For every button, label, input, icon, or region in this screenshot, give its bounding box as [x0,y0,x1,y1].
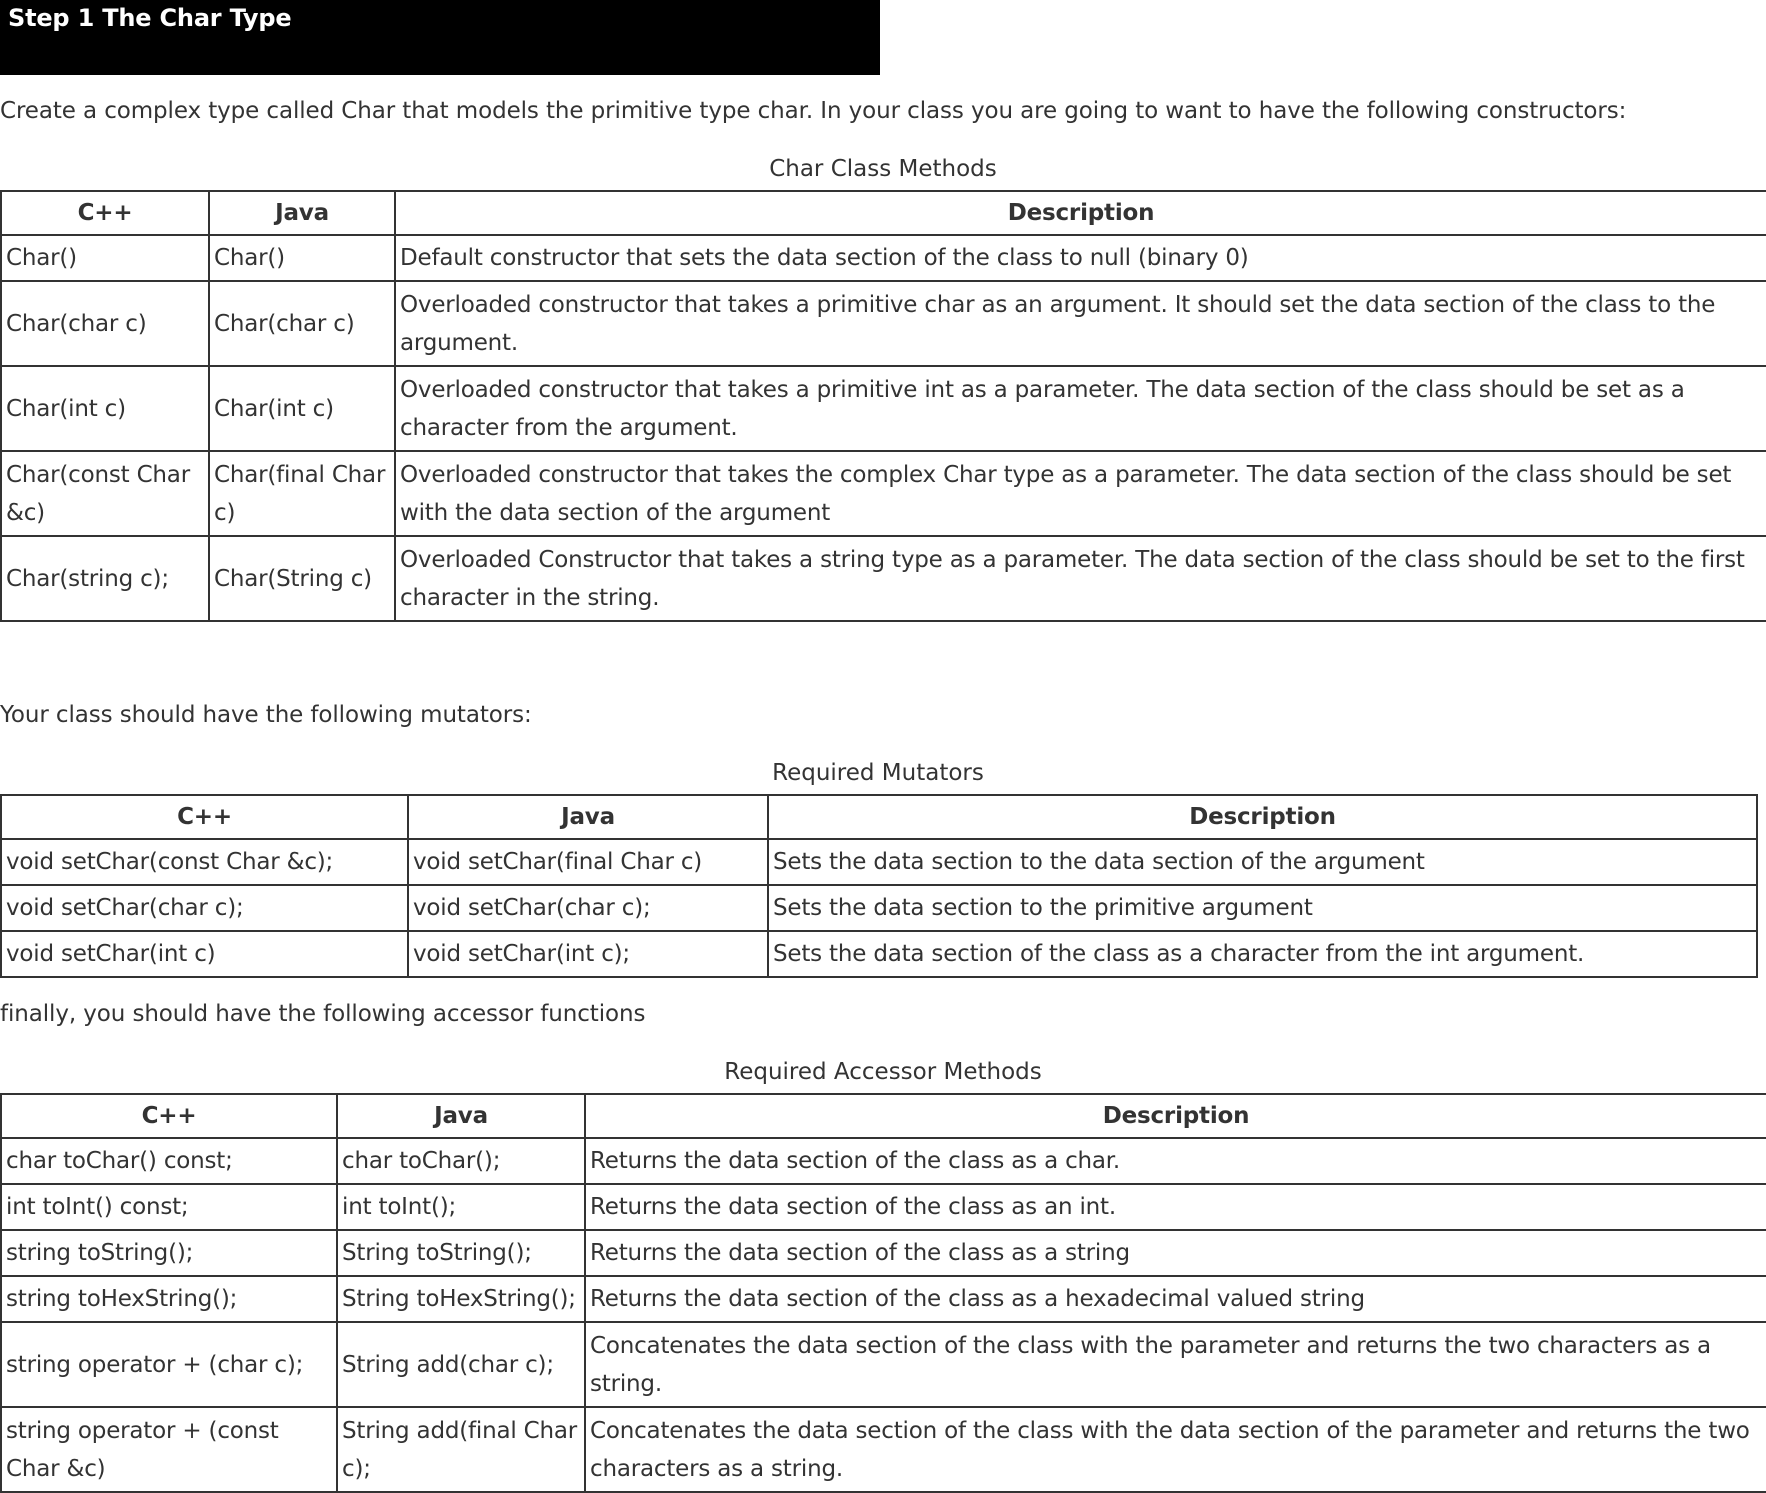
java-cell: Char(int c) [209,366,395,451]
cpp-cell: void setChar(char c); [1,885,408,931]
header-description: Description [768,795,1757,839]
java-cell: void setChar(final Char c) [408,839,768,885]
table-row [1,1322,1766,1407]
description-cell: Sets the data section to the primitive argument [768,885,1757,931]
table-row [1,1407,1766,1492]
table-row [1,1138,1766,1184]
java-cell: Char(final Char c) [209,451,395,536]
description-cell: Sets the data section of the class as a character from the int argument. [768,931,1757,977]
cpp-cell: void setChar(int c) [1,931,408,977]
java-cell: String toString(); [337,1230,585,1276]
header-java: Java [408,795,768,839]
description-cell: Default constructor that sets the data section of the class to null (binary 0) [395,235,1766,281]
header-description: Description [395,191,1766,235]
accessors-table [0,1093,1766,1493]
table-row [1,839,1757,885]
java-cell: Char(char c) [209,281,395,366]
table-row [1,536,1766,621]
cpp-cell: char toChar() const; [1,1138,337,1184]
java-cell: String toHexString(); [337,1276,585,1322]
cpp-cell: Char(char c) [1,281,209,366]
table-row [1,1230,1766,1276]
table-row [1,931,1757,977]
java-cell: char toChar(); [337,1138,585,1184]
java-cell: String add(final Char c); [337,1407,585,1492]
table-row [1,235,1766,281]
java-cell: void setChar(char c); [408,885,768,931]
header-java: Java [337,1094,585,1138]
step-title: Step 1 The Char Type [8,4,292,32]
description-cell: Returns the data section of the class as a string [585,1230,1766,1276]
description-cell: Concatenates the data section of the class with the parameter and returns the two characters as a string. [585,1322,1766,1407]
table-row [1,1184,1766,1230]
table-header-row [1,191,1766,235]
description-cell: Returns the data section of the class as an int. [585,1184,1766,1230]
constructors-table [0,190,1766,622]
header-cpp: C++ [1,795,408,839]
description-cell: Returns the data section of the class as a hexadecimal valued string [585,1276,1766,1322]
intro-paragraph: Create a complex type called Char that models the primitive type char. In your class you are going to want to have the following constructors: [0,98,1627,124]
step-banner [0,0,880,75]
java-cell: int toInt(); [337,1184,585,1230]
header-description: Description [585,1094,1766,1138]
cpp-cell: Char(string c); [1,536,209,621]
java-cell: Char(String c) [209,536,395,621]
cpp-cell: string operator + (const Char &c) [1,1407,337,1492]
cpp-cell: string toHexString(); [1,1276,337,1322]
cpp-cell: string toString(); [1,1230,337,1276]
description-cell: Returns the data section of the class as a char. [585,1138,1766,1184]
mutators-table [0,794,1758,978]
table-row [1,366,1766,451]
constructors-caption: Char Class Methods [769,156,997,182]
cpp-cell: Char(int c) [1,366,209,451]
table-row [1,1276,1766,1322]
cpp-cell: Char() [1,235,209,281]
header-java: Java [209,191,395,235]
accessors-intro: finally, you should have the following accessor functions [0,1001,646,1027]
header-cpp: C++ [1,1094,337,1138]
description-cell: Concatenates the data section of the class with the data section of the parameter and returns the two characters as a string. [585,1407,1766,1492]
java-cell: void setChar(int c); [408,931,768,977]
header-cpp: C++ [1,191,209,235]
description-cell: Overloaded constructor that takes a primitive char as an argument. It should set the data section of the class to the argument. [395,281,1766,366]
cpp-cell: int toInt() const; [1,1184,337,1230]
description-cell: Sets the data section to the data section of the argument [768,839,1757,885]
cpp-cell: string operator + (char c); [1,1322,337,1407]
table-header-row [1,795,1757,839]
description-cell: Overloaded constructor that takes a primitive int as a parameter. The data section of the class should be set as a character from the argument. [395,366,1766,451]
table-row [1,451,1766,536]
cpp-cell: void setChar(const Char &c); [1,839,408,885]
mutators-intro: Your class should have the following mutators: [0,702,532,728]
cpp-cell: Char(const Char &c) [1,451,209,536]
mutators-caption: Required Mutators [772,760,984,786]
java-cell: String add(char c); [337,1322,585,1407]
table-row [1,885,1757,931]
description-cell: Overloaded Constructor that takes a string type as a parameter. The data section of the class should be set to the first character in the string. [395,536,1766,621]
java-cell: Char() [209,235,395,281]
accessors-caption: Required Accessor Methods [724,1059,1042,1085]
table-header-row [1,1094,1766,1138]
table-row [1,281,1766,366]
description-cell: Overloaded constructor that takes the complex Char type as a parameter. The data section of the class should be set with the data section of the argument [395,451,1766,536]
